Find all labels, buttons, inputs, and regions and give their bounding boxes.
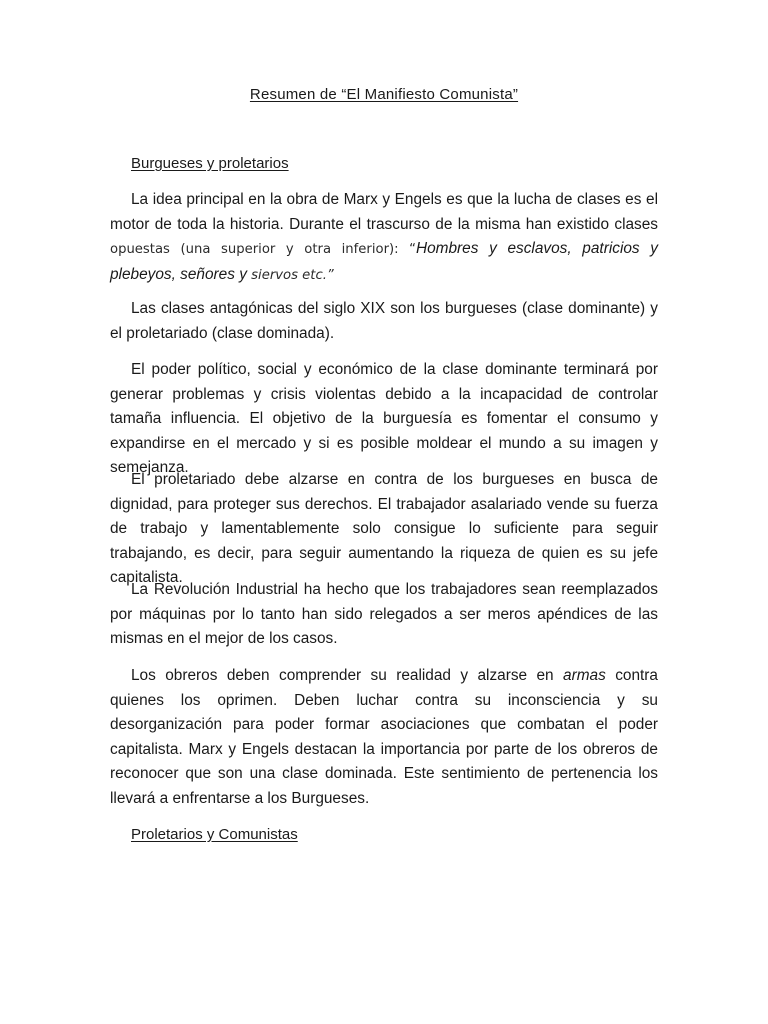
paragraph-1-text-a: La idea principal en la obra de Marx y Engels es que la lucha de clases es el motor de toda la historia. Durante el trascurso de la misma han existido clases [110, 191, 658, 233]
paragraph-1-quote-end: siervos etc.” [251, 267, 334, 283]
paragraph-1-quote: Hombres y esclavos, patricios y plebeyos, señores y [110, 240, 658, 283]
document-title: Resumen de “El Manifiesto Comunista” [249, 86, 519, 103]
paragraph-6-emphasis: armas [563, 667, 606, 684]
section-heading-proletarios-comunistas: Proletarios y Comunistas [131, 826, 298, 843]
paragraph-2: Las clases antagónicas del siglo XIX son los burgueses (clase dominante) y el proletariado (clase dominada). [110, 300, 658, 342]
paragraph-3: El poder político, social y económico de la clase dominante terminará por generar problemas y crisis violentas debido a la incapacidad de controlar tamaña influencia. El objetivo de la burguesía es fomentar el consumo y expandirse en el mercado y si es posible moldear el mundo a su imagen y semejanza. [110, 361, 658, 476]
paragraph-1 [110, 188, 658, 288]
paragraph-1-text-b: opuestas (una superior y otra inferior): “ [110, 242, 416, 257]
paragraph-6 [110, 664, 658, 811]
paragraph-6-text-a: Los obreros deben comprender su realidad y alzarse en [131, 667, 564, 684]
section-heading-burgueses: Burgueses y proletarios [131, 155, 289, 172]
paragraph-6-text-c: contra quienes los oprimen. Deben luchar contra su inconsciencia y su desorganización para poder formar asociaciones que combatan el poder capitalista. Marx y Engels destacan la importancia por parte de los obreros de reconocer que son una clase dominada. Este sentimiento de pertenencia los llevará a enfrentarse a los Burgueses. [110, 667, 658, 807]
paragraph-4: El proletariado debe alzarse en contra de los burgueses en busca de dignidad, para proteger sus derechos. El trabajador asalariado vende su fuerza de trabajo y lamentablemente solo consigue lo suficiente para seguir trabajando, es decir, para seguir aumentando la riqueza de quien es su jefe capitalista. [110, 471, 658, 586]
paragraph-5: La Revolución Industrial ha hecho que los trabajadores sean reemplazados por máquinas por lo tanto han sido relegados a ser meros apéndices de las mismas en el mejor de los casos. [110, 581, 658, 647]
